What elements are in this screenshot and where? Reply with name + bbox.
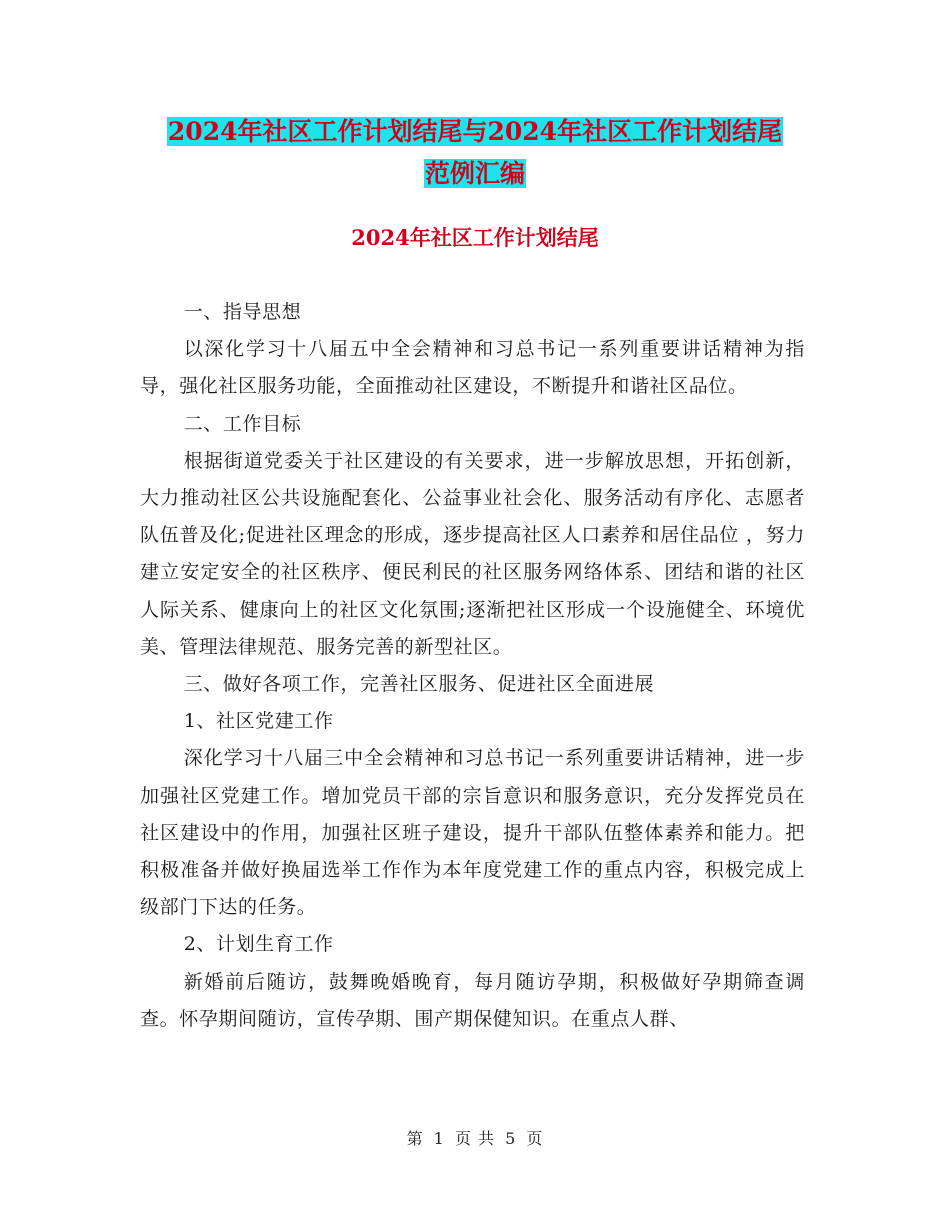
footer-page-number: 1 bbox=[433, 1129, 445, 1148]
document-body bbox=[140, 294, 805, 1038]
document-title-highlight-1: 2024年社区工作计划结尾与2024年社区工作计划结尾 bbox=[167, 117, 783, 146]
footer-prefix: 第 bbox=[406, 1129, 424, 1148]
subheading-party-building: 1、社区党建工作 bbox=[183, 710, 334, 733]
subheading-family-planning: 2、计划生育工作 bbox=[183, 933, 334, 956]
footer-suffix: 页 bbox=[526, 1129, 544, 1148]
page-footer bbox=[0, 1126, 950, 1149]
document-title-line-2 bbox=[0, 154, 950, 194]
document-title-line-1 bbox=[0, 112, 950, 152]
heading-work-goals: 二、工作目标 bbox=[183, 412, 302, 435]
heading-work-items: 三、做好各项工作，完善社区服务、促进社区全面进展 bbox=[183, 673, 655, 696]
paragraph-guiding-ideology: 以深化学习十八届五中全会精神和习总书记一系列重要讲话精神为指导，强化社区服务功能，全面推动社区建设，不断提升和谐社区品位。 bbox=[140, 338, 805, 398]
paragraph-work-goals: 根据街道党委关于社区建设的有关要求，进一步解放思想，开拓创新，大力推动社区公共设施配套化、公益事业社会化、服务活动有序化、志愿者队伍普及化;促进社区理念的形成，逐步提高社区人口素养和居住品位 ，努力建立安定安全的社区秩序、便民利民的社区服务网络体系、团结和谐的社区人际关系、健康向上的社区文化氛围;逐渐把社区形成一个设施健全、环境优美、管理法律规范、服务完善的新型社区。 bbox=[140, 449, 805, 658]
heading-guiding-ideology: 一、指导思想 bbox=[183, 301, 302, 323]
document-title-highlight-2: 范例汇编 bbox=[424, 159, 525, 188]
section-heading: 2024年社区工作计划结尾 bbox=[351, 225, 599, 250]
paragraph-family-planning: 新婚前后随访，鼓舞晚婚晚育，每月随访孕期，积极做好孕期筛查调查。怀孕期间随访，宣传孕期、围产期保健知识。在重点人群、 bbox=[140, 970, 805, 1030]
footer-middle: 页 共 bbox=[454, 1129, 496, 1148]
paragraph-party-building: 深化学习十八届三中全会精神和习总书记一系列重要讲话精神，进一步加强社区党建工作。增加党员干部的宗旨意识和服务意识，充分发挥党员在社区建设中的作用，加强社区班子建设，提升干部队伍整体素养和能力。把积极准备并做好换届选举工作作为本年度党建工作的重点内容，积极完成上级部门下达的任务。 bbox=[140, 747, 805, 919]
footer-total-pages: 5 bbox=[505, 1129, 517, 1148]
